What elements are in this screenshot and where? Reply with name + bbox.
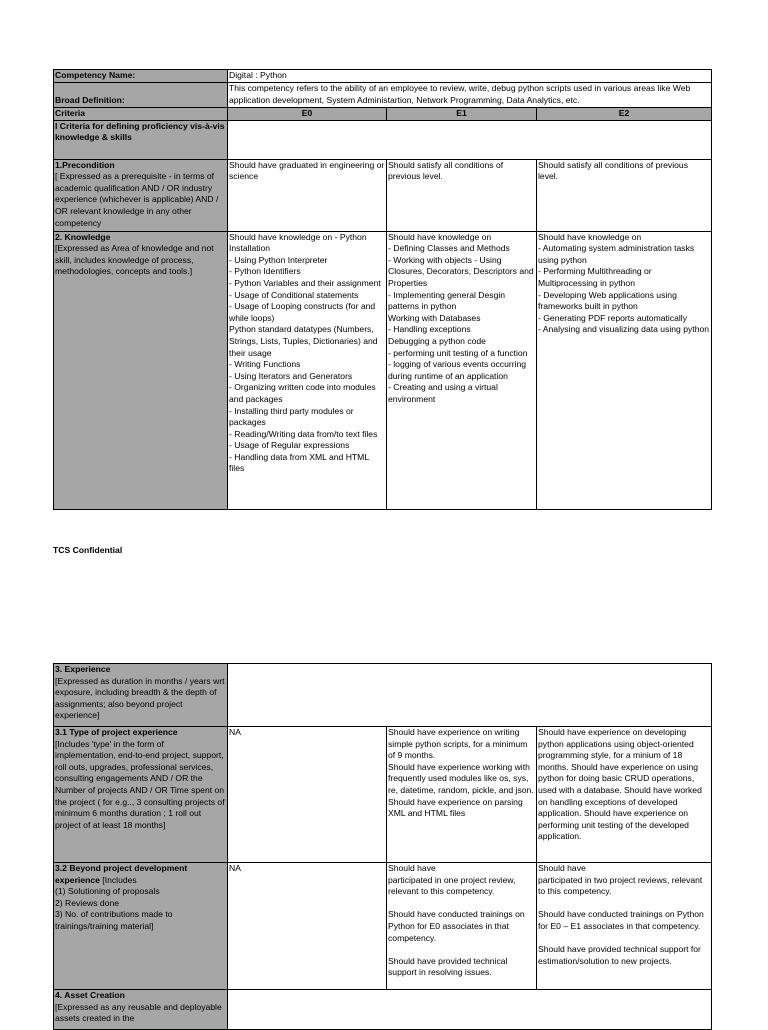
experience-blank — [228, 664, 712, 727]
level-e1-header: E1 — [387, 108, 537, 121]
broad-definition-value: This competency refers to the ability of an employee to review, write, debug python scripts used in various areas like Web application development, System Administartion, Network Programming, Data Analytics, etc. — [228, 83, 712, 108]
competency-name-value: Digital : Python — [228, 70, 712, 83]
asset-creation-desc: [Expressed as any reusable and deployable assets created in the — [55, 1001, 222, 1024]
project-type-e2: Should have experience on developing python applications using object-oriented programming style, for a minium of 18 months. Should have experience on using python for doing basic CRUD operations, used with a database. Should have worked on handling exceptions of developed application. Should have experience on performing unit testing of the developed application. — [537, 727, 712, 863]
precondition-desc: [ Expressed as a prerequisite - in terms of academic qualification AND / OR industry experience (whichever is applicable) AND / OR relevant knowledge in any other competency — [55, 171, 219, 228]
experience-criteria — [54, 664, 228, 727]
knowledge-criteria — [54, 231, 228, 509]
precondition-criteria — [54, 159, 228, 231]
knowledge-e1: Should have knowledge on - Defining Classes and Methods - Working with objects - Using Closures, Decorators, Descriptors and Properties - Implementing general Desgin patterns in python Working with Databases - Handling exceptions Debugging a python code - performing unit testing of a function - logging of various events occurring during runtime of an application - Creating and using a virtual environment — [387, 231, 537, 509]
experience-title: 3. Experience — [55, 664, 111, 674]
asset-creation-title: 4. Asset Creation — [55, 990, 125, 1000]
section-header: I Criteria for defining proficiency vis-à-vis knowledge & skills — [54, 120, 228, 159]
project-type-e0: NA — [228, 727, 387, 863]
project-type-e1: Should have experience on writing simple python scripts, for a minimum of 9 months. Should have experience working with frequently used modules like os, sys, re, datetime, random, pickle, and json. Should have experience on parsing XML and HTML files — [387, 727, 537, 863]
precondition-e0: Should have graduated in engineering or science — [228, 159, 387, 231]
beyond-project-title: 3.2 Beyond project development experience — [55, 863, 188, 885]
criteria-label: Criteria — [54, 108, 228, 121]
precondition-title: 1.Precondition — [55, 159, 115, 170]
experience-desc: [Expressed as duration in months / years wrt exposure, including breadth & the depth of assignments; also beyond project experience] — [55, 675, 225, 721]
confidential-footer: TCS Confidential — [53, 545, 123, 555]
level-e0-header: E0 — [228, 108, 387, 121]
competency-name-label: Competency Name: — [54, 70, 228, 83]
knowledge-e2: Should have knowledge on - Automating system administration tasks using python - Performing Multithreading or Multiprocessing in python - Developing Web applications using frameworks built in python - Generating PDF reports automatically - Analysing and visualizing data using python — [537, 231, 712, 509]
beyond-project-e2: Should have participated in two project reviews, relevant to this competency. Should have conducted trainings on Python for E0 – E1 associates in that competency. Should have provided technical support for estimation/solution to new projects. — [537, 863, 712, 990]
beyond-project-e1: Should have participated in one project review, relevant to this competency. Should have conducted trainings on Python for E0 associates in that competency. Should have provided technical support in resolving issues. — [387, 863, 537, 990]
competency-table-part2 — [53, 663, 712, 1030]
knowledge-desc: [Expressed as Area of knowledge and not skill, includes knowledge of process, methodologies, concepts and tools.] — [55, 243, 214, 277]
project-type-title: 3.1 Type of project experience — [55, 727, 178, 737]
precondition-e1: Should satisfy all conditions of previous level. — [387, 159, 537, 231]
beyond-project-criteria — [54, 863, 228, 990]
beyond-project-e0: NA — [228, 863, 387, 990]
project-type-criteria — [54, 727, 228, 863]
competency-table-part1 — [53, 69, 712, 510]
precondition-e2: Should satisfy all conditions of previous level. — [537, 159, 712, 231]
knowledge-title: 2. Knowledge — [55, 231, 111, 242]
knowledge-e0: Should have knowledge on - Python Installation - Using Python Interpreter - Python Identifiers - Python Variables and their assignment - Usage of Conditional statements - Usage of Looping constructs (for and while loops) Python standard datatypes (Numbers, Strings, Lists, Tuples, Dictionaries) and their usage - Writing Functions - Using Iterators and Generators - Organizing written code into modules and packages - Installing third party modules or packages - Reading/Writing data from/to text files - Usage of Regular expressions - Handling data from XML and HTML files — [228, 231, 387, 509]
section-header-blank — [228, 120, 712, 159]
project-type-desc: [Includes 'type' in the form of implementation, end-to-end project, support, roll outs, upgrades, professional services, consulting engagements AND / OR the Number of projects AND / OR Time spent on the project ( for e.g.., 3 consulting projects of minimum 6 months duration ; 1 roll out project of at least 18 months] — [55, 738, 225, 830]
beyond-project-desc: [Includes (1) Solutioning of proposals 2) Reviews done 3) No. of contributions made to trainings/training material] — [55, 874, 173, 931]
level-e2-header: E2 — [537, 108, 712, 121]
broad-definition-label: Broad Definition: — [54, 83, 228, 108]
